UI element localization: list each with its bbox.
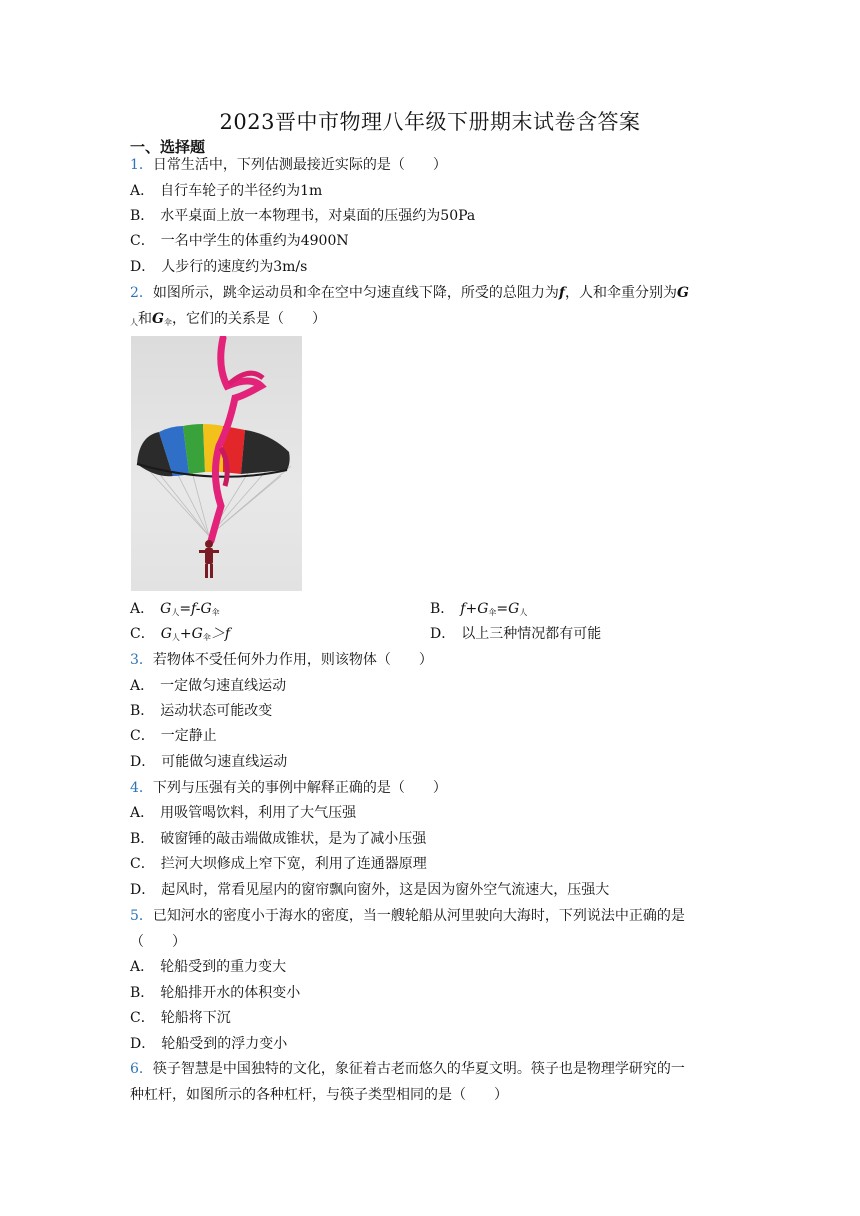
question-6-stem-line-1: 6．筷子智慧是中国独特的文化，象征着古老而悠久的华夏文明。筷子也是物理学研究的一 — [130, 1061, 685, 1077]
page-title: 2023晋中市物理八年级下册期末试卷含答案 — [219, 110, 641, 134]
question-4-option-a: A． 用吸管喝饮料，利用了大气压强 — [130, 805, 357, 821]
question-5-option-d: D． 轮船受到的浮力变小 — [130, 1036, 288, 1052]
question-4-option-d: D． 起风时，常看见屋内的窗帘飘向窗外，这是因为窗外空气流速大，压强大 — [130, 882, 610, 898]
section-heading: 一、选择题 — [130, 138, 206, 156]
question-3-option-c: C． 一定静止 — [130, 728, 217, 744]
question-number: 5． — [130, 908, 153, 924]
question-3-stem: 3．若物体不受任何外力作用，则该物体（ ） — [130, 652, 433, 668]
question-6-stem-line-2: 种杠杆，如图所示的各种杠杆，与筷子类型相同的是（ ） — [130, 1087, 508, 1103]
parachute-illustration — [131, 336, 302, 591]
question-2-option-c: C． $G_人+G_伞>f$ — [130, 626, 231, 642]
question-5-stem-line-2: （ ） — [130, 934, 186, 950]
question-number: 4． — [130, 780, 153, 796]
question-5-option-a: A． 轮船受到的重力变大 — [130, 959, 287, 975]
question-3-option-d: D． 可能做匀速直线运动 — [130, 754, 288, 770]
question-1-option-a: A． 自行车轮子的半径约为1m — [130, 183, 323, 199]
parachute-photo — [131, 336, 302, 591]
question-2-option-b: B． $f+G_伞=G_人$ — [430, 601, 528, 617]
question-4-option-b: B． 破窗锤的敲击端做成锥状，是为了减小压强 — [130, 831, 427, 847]
question-2-stem-line-1: 2．如图所示，跳伞运动员和伞在空中匀速直线下降，所受的总阻力为f，人和伞重分别为G — [130, 285, 689, 301]
question-1-option-c: C． 一名中学生的体重约为4900N — [130, 233, 349, 249]
question-2-stem-line-2: $_人$和$G_伞$，它们的关系是（ ） — [130, 311, 326, 327]
question-4-option-c: C． 拦河大坝修成上窄下宽，利用了连通器原理 — [130, 856, 427, 872]
question-4-stem: 4．下列与压强有关的事例中解释正确的是（ ） — [130, 780, 447, 796]
question-5-option-c: C． 轮船将下沉 — [130, 1010, 231, 1026]
question-1-option-b: B． 水平桌面上放一本物理书，对桌面的压强约为50Pa — [130, 208, 476, 224]
question-5-option-b: B． 轮船排开水的体积变小 — [130, 985, 301, 1001]
question-1-option-d: D． 人步行的速度约为3m/s — [130, 259, 308, 275]
question-3-option-a: A． 一定做匀速直线运动 — [130, 678, 287, 694]
question-1-stem: 1．日常生活中，下列估测最接近实际的是（ ） — [130, 157, 447, 173]
question-number: 2． — [130, 285, 153, 301]
question-number: 6． — [130, 1061, 153, 1077]
question-5-stem-line-1: 5．已知河水的密度小于海水的密度，当一艘轮船从河里驶向大海时，下列说法中正确的是 — [130, 908, 685, 924]
question-number: 3． — [130, 652, 153, 668]
question-number: 1． — [130, 157, 153, 173]
question-2-option-d: D． 以上三种情况都有可能 — [430, 626, 602, 642]
question-2-option-a: A． $G_人=f-G_伞$ — [130, 601, 220, 617]
question-3-option-b: B． 运动状态可能改变 — [130, 703, 273, 719]
